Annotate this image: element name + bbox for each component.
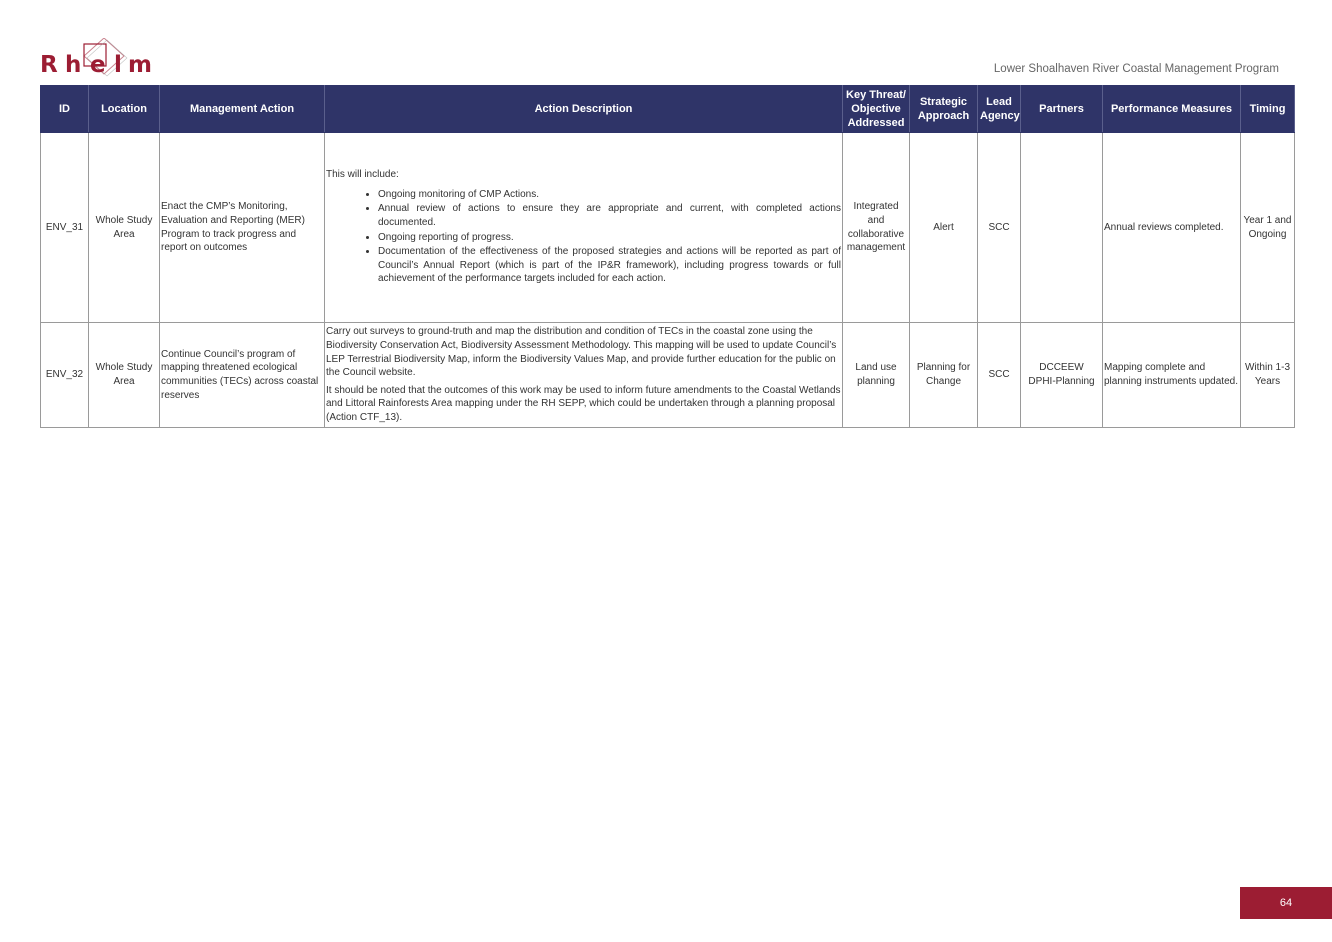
table-header-row <box>41 86 1295 133</box>
cell-location: Whole Study Area <box>89 323 160 428</box>
cell-timing: Within 1-3 Years <box>1241 323 1295 428</box>
page-number: 64 <box>1240 887 1332 919</box>
cell-partners <box>1021 323 1103 428</box>
list-item: • Ongoing reporting of progress. <box>378 231 841 245</box>
column-header-performance-measures: Performance Measures <box>1103 86 1241 133</box>
list-item: • Documentation of the effectiveness of the proposed strategies and actions will be reported as part of Council’s Annual Report (which is part of the IP&R framework), including progress towards or full achievement of the performance targets included for each action. <box>378 245 841 286</box>
description-paragraph: It should be noted that the outcomes of this work may be used to inform future amendments to the Coastal Wetlands and Littoral Rainforests Area mapping under the RH SEPP, which could be undertaken through a planning proposal (Action CTF_13). <box>326 384 841 423</box>
cell-id: ENV_32 <box>41 323 89 428</box>
column-header-partners: Partners <box>1021 86 1103 133</box>
description-paragraph: Carry out surveys to ground-truth and map the distribution and condition of TECs in the coastal zone using the Biodiversity Conservation Act, Biodiversity Assessment Methodology. This mapping will be used to update Council’s LEP Terrestrial Biodiversity Map, inform the Biodiversity Values Map, and provide further education for the public on the Council website. <box>326 326 837 379</box>
partner-name: DCCEEW <box>1039 362 1084 374</box>
cell-action-description <box>325 323 843 428</box>
table-row <box>41 133 1295 323</box>
cell-lead-agency: SCC <box>978 133 1021 323</box>
cell-performance-measures: Mapping complete and planning instruments updated. <box>1103 323 1241 428</box>
document-title: Lower Shoalhaven River Coastal Management Program <box>993 63 1279 75</box>
cell-management-action: Continue Council’s program of mapping threatened ecological communities (TECs) across coastal reserves <box>160 323 325 428</box>
description-intro: This will include: <box>326 169 399 181</box>
table-row <box>41 323 1295 428</box>
column-header-timing: Timing <box>1241 86 1295 133</box>
column-header-strategic-approach: Strategic Approach <box>910 86 978 133</box>
list-item: • Annual review of actions to ensure they are appropriate and current, with completed actions documented. <box>378 202 841 229</box>
cell-location: Whole Study Area <box>89 133 160 323</box>
rhelm-logo: R h e l m <box>40 38 160 82</box>
cell-partners <box>1021 133 1103 323</box>
cell-performance-measures: Annual reviews completed. <box>1103 133 1241 323</box>
cell-key-threat: Integrated and collaborative management <box>843 133 910 323</box>
column-header-location: Location <box>89 86 160 133</box>
cell-id: ENV_31 <box>41 133 89 323</box>
cell-management-action: Enact the CMP’s Monitoring, Evaluation and Reporting (MER) Program to track progress and report on outcomes <box>160 133 325 323</box>
cell-strategic-approach: Alert <box>910 133 978 323</box>
cell-action-description <box>325 133 843 323</box>
description-bullet-list <box>326 188 841 286</box>
cell-strategic-approach: Planning for Change <box>910 323 978 428</box>
column-header-management-action: Management Action <box>160 86 325 133</box>
column-header-action-description: Action Description <box>325 86 843 133</box>
column-header-key-threat: Key Threat/ Objective Addressed <box>843 86 910 133</box>
partner-name: DPHI-Planning <box>1028 376 1095 387</box>
cell-lead-agency: SCC <box>978 323 1021 428</box>
column-header-id: ID <box>41 86 89 133</box>
management-actions-table <box>40 85 1295 428</box>
cell-key-threat: Land use planning <box>843 323 910 428</box>
list-item: • Ongoing monitoring of CMP Actions. <box>378 188 841 202</box>
column-header-lead-agency: Lead Agency <box>978 86 1021 133</box>
cell-timing: Year 1 and Ongoing <box>1241 133 1295 323</box>
